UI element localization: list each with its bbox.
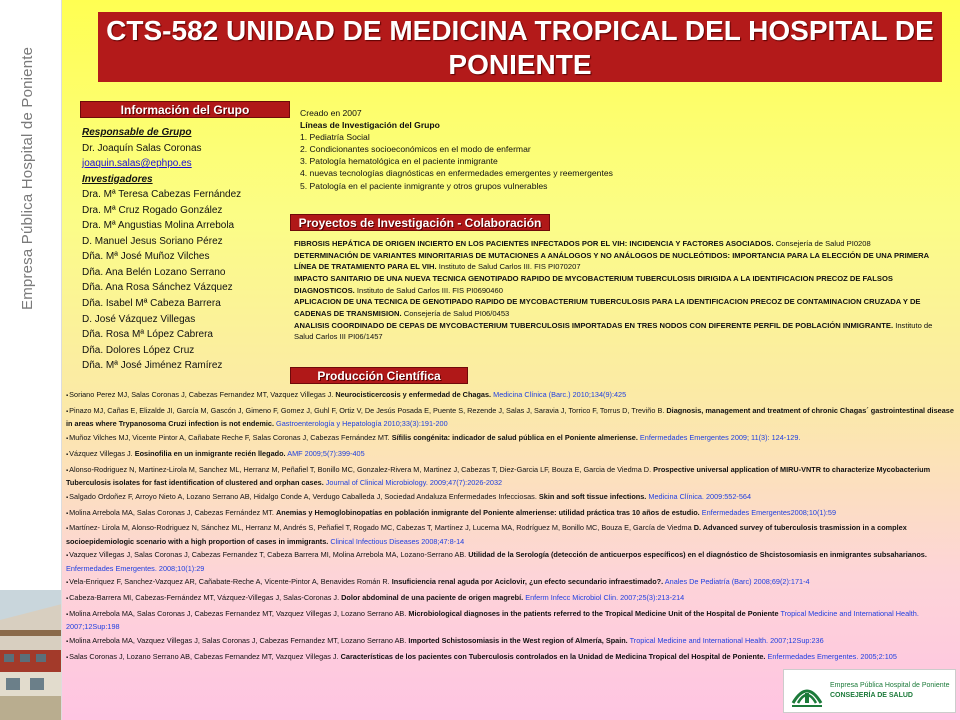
sidebar-vertical-text: Empresa Pública Hospital de Poniente: [19, 46, 36, 310]
investigador-item: Dra. Mª Angustias Molina Arrebola: [82, 220, 235, 232]
investigador-item: Dña. Mª José Jiménez Ramírez: [82, 360, 223, 372]
publication-journal: Tropical Medicine and International Health. 2007;12Sup:198: [66, 609, 919, 632]
project-funder: Instituto de Salud Carlos III PI06/1457: [294, 320, 933, 342]
investigador-item: Dña. Ana Rosa Sánchez Vázquez: [82, 282, 233, 294]
publication-item: [66, 608, 958, 632]
publication-authors: Pinazo MJ, Cañas E, Elizalde JI, García M, Gascón J, Gimeno F, Gomez J, Guhl F, Ortiz V, De Jesús Posada E, Puente S, Rezende J, Salas J, Saravia J, Torrico F, Torrus D, Treviño B.: [69, 405, 665, 415]
email-link[interactable]: joaquin.salas@ephpo.es: [82, 158, 192, 170]
responsable-name: Dr. Joaquín Salas Coronas: [82, 142, 202, 154]
publication-item: [66, 635, 958, 648]
logo-org-text: Empresa Pública Hospital de Poniente: [830, 682, 950, 689]
publication-journal: Gastroenterología y Hepatología 2010;33(3):191-200: [276, 418, 448, 428]
publication-journal: Enfermedades Emergentes. 2005;2:105: [767, 652, 897, 662]
section-header-proyectos: Proyectos de Investigación - Colaboración: [290, 214, 550, 231]
investigador-item: D. Manuel Jesus Soriano Pérez: [82, 235, 223, 247]
investigadores-label: Investigadores: [82, 173, 153, 185]
publication-journal: Clinical Infectious Diseases 2008;47:8-14: [330, 536, 465, 546]
publication-title: Sífilis congénita: indicador de salud pública en el Poniente almeriense.: [391, 432, 638, 442]
project-funder: Instituto de Salud Carlos III. FIS PI070207: [438, 262, 581, 272]
bullet-icon: ▪: [66, 580, 69, 587]
investigador-item: Dña. Ana Belén Lozano Serrano: [82, 266, 226, 278]
publication-item: [66, 405, 958, 429]
investigador-item: Dña. Dolores López Cruz: [82, 344, 195, 356]
consejeria-logo: [783, 669, 956, 713]
logo-dept-text: CONSEJERÍA DE SALUD: [830, 692, 913, 699]
section-header-grupo: Información del Grupo: [80, 101, 290, 118]
publication-item: [66, 507, 958, 520]
hospital-building-image: [0, 590, 62, 720]
publication-journal: Medicina Clínica. 2009:552-564: [648, 491, 752, 501]
bullet-icon: ▪: [66, 393, 69, 399]
project-funder: Consejería de Salud PI0208: [775, 239, 871, 248]
publication-authors: Salgado Ordoñez F, Arroyo Nieto A, Lozano Serrano AB, Hidalgo Conde A, Verdugo Caballeda J, Sociedad Andaluza Enfermedades Infecciosas.: [69, 491, 537, 501]
bullet-icon: ▪: [66, 526, 69, 533]
linea-item: 5. Patología en el paciente inmigrante y otros grupos vulnerables: [300, 180, 548, 191]
publication-journal: Enferm Infecc Microbiol Clin. 2007;25(3):213-214: [525, 593, 685, 603]
sidebar: [0, 0, 62, 720]
publication-journal: Tropical Medicine and International Health. 2007;12Sup:236: [629, 636, 824, 646]
created-year: Creado en 2007: [300, 108, 362, 118]
linea-item: 1. Pediatría Social: [300, 132, 370, 143]
publication-authors: Salas Coronas J, Lozano Serrano AB, Cabezas Fernandez MT, Vazquez Villegas J.: [69, 652, 339, 662]
publication-item: [66, 522, 958, 546]
publication-title: Neurocisticercosis y enfermedad de Chagas.: [335, 390, 492, 399]
project-title: APLICACION DE UNA TECNICA DE GENOTIPADO RAPIDO DE MYCOBACTERIUM TUBERCULOSIS PARA LA IDENTIFICACION PRECOZ DE CONTAMINACION CRUZADA Y DE CADENAS DE TRANSMISION.: [294, 297, 921, 318]
publication-item: [66, 432, 958, 445]
publication-authors: Soriano Perez MJ, Salas Coronas J, Cabezas Fernandez MT, Vazquez Villegas J.: [69, 390, 334, 399]
project-funder: Consejería de Salud PI06/0453: [403, 308, 510, 318]
publication-title: Características de los pacientes con Tuberculosis controlados en la Unidad de Medicina Tropical del Hospital de Poniente.: [340, 652, 766, 662]
publication-authors: Cabeza-Barrera MI, Cabezas-Fernández MT, Vázquez-Villegas J, Salas-Coronas J.: [69, 593, 340, 603]
investigador-item: D. José Vázquez Villegas: [82, 313, 196, 325]
bullet-icon: ▪: [66, 451, 69, 458]
project-title: DETERMINACIÓN DE VARIANTES MINORITARIAS DE MUTACIONES A ANÁLOGOS Y NO ANÁLOGOS DE NUCLEÓTIDOS: IMPORTANCIA PARA LA ELECCIÓN DE UNA PRIMERA LÍNEA DE TRATAMIENTO PARA EL VIH.: [294, 250, 929, 272]
publication-journal: AMF 2009;5(7):399-405: [287, 448, 365, 458]
publication-item: [66, 448, 958, 461]
publication-authors: Vázquez Villegas J.: [69, 448, 133, 458]
group-info: [300, 107, 820, 192]
group-members: [82, 125, 292, 374]
publication-item: [66, 592, 958, 605]
publication-title: Imported Schistosomiasis in the West region of Almería, Spain.: [408, 636, 628, 646]
project-title: FIBROSIS HEPÁTICA DE ORIGEN INCIERTO EN LOS PACIENTES INFECTADOS POR EL VIH: INCIDENCIA Y FACTORES ASOCIADOS.: [294, 239, 774, 248]
publication-title: Prospective universal application of MIRU-VNTR to characterize Mycobacterium Tuberculosis isolates for fast identification of clustered and orphan cases.: [66, 464, 931, 487]
project-title: IMPACTO SANITARIO DE UNA NUEVA TECNICA GENOTIPADO RAPIDO DE MYCOBACTERIUM TUBERCULOSIS DIRIGIDA A LA IDENTIFICACION PRECOZ DE FALSOS DIAGNOSTICOS.: [294, 273, 893, 295]
bullet-icon: ▪: [66, 639, 69, 646]
publication-item: [66, 464, 958, 488]
section-header-produccion: Producción Científica: [290, 367, 468, 384]
publication-title: D. Advanced survey of tuberculosis trasmission in a complex socioepidemiologic scenario with a high proportion of cases in immigrants.: [66, 523, 907, 546]
bullet-icon: ▪: [66, 510, 69, 517]
publication-title: Eosinofilia en un inmigrante recién llegado.: [134, 448, 286, 458]
publication-item: [66, 491, 958, 504]
lineas-list: [300, 131, 820, 191]
bullet-icon: ▪: [66, 467, 69, 474]
publication-journal: Medicina Clínica (Barc.) 2010;134(9):425: [493, 390, 627, 399]
publication-authors: Vazquez Villegas J, Salas Coronas J, Cabezas Fernandez T, Cabeza Barrera MI, Molina Arrebola MA, Lozano-Serrano AB.: [69, 550, 467, 560]
publication-authors: Vela-Enriquez F, Sanchez-Vazquez AR, Cañabate-Reche A, Vicente-Pintor A, Benavides Román R.: [69, 577, 390, 587]
publication-journal: Enfermedades Emergentes. 2008;10(1):29: [66, 563, 205, 573]
publication-journal: Enfermedades Emergentes2008;10(1):59: [701, 507, 837, 517]
publication-item: [66, 651, 958, 664]
publication-title: Utilidad de la Serología (detección de anticuerpos específicos) en el diagnóstico de Shcistosomiasis en inmigrantes subsaharianos.: [468, 550, 927, 560]
investigador-item: Dña. Isabel Mª Cabeza Barrera: [82, 298, 221, 310]
project-item: [294, 296, 934, 319]
publication-title: Skin and soft tissue infections.: [538, 491, 647, 501]
junta-andalucia-logo-icon: [788, 673, 826, 711]
investigador-item: Dra. Mª Cruz Rogado González: [82, 204, 223, 216]
bullet-icon: ▪: [66, 553, 69, 560]
project-item: [294, 273, 934, 296]
bullet-icon: ▪: [66, 408, 69, 415]
project-item: [294, 320, 934, 343]
responsable-label: Responsable de Grupo: [82, 127, 192, 138]
project-item: [294, 250, 934, 273]
publications-list: [66, 389, 958, 667]
publication-journal: Enfermedades Emergentes 2009; 11(3): 124-129.: [639, 432, 801, 442]
publication-item: [66, 576, 958, 589]
project-funder: Instituto de Salud Carlos III. FIS PI0690460: [356, 285, 503, 295]
linea-item: 3. Patología hematológica en el paciente inmigrante: [300, 156, 498, 167]
publication-title: Microbiological diagnoses in the patients referred to the Tropical Medicine Unit of the Hospital de Poniente: [408, 609, 779, 619]
project-item: [294, 238, 934, 250]
bullet-icon: ▪: [66, 655, 69, 662]
linea-item: 2. Condicionantes socioeconómicos en el modo de enfermar: [300, 144, 531, 155]
publication-title: Diagnosis, management and treatment of chronic Chagas´ gastrointestinal disease in areas where Trypanosoma Cruzi infection is not endemic.: [66, 405, 954, 428]
publication-authors: Molina Arrebola MA, Vazquez Villegas J, Salas Coronas J, Cabezas Fernandez MT, Lozano Serrano AB.: [69, 636, 407, 646]
projects-list: [294, 238, 934, 343]
publication-authors: Molina Arrebola MA, Salas Coronas J, Cabezas Fernandez MT, Vazquez Villegas J, Lozano Serrano AB.: [69, 609, 407, 619]
page-title: CTS-582 UNIDAD DE MEDICINA TROPICAL DEL HOSPITAL DE PONIENTE: [98, 12, 942, 82]
bullet-icon: ▪: [66, 596, 69, 603]
publication-item: [66, 549, 958, 573]
publication-authors: Alonso-Rodriguez N, Martinez-Lirola M, Sanchez ML, Herranz M, Peñafiel T, Bonillo MC, Gonzalez-Rivera M, Martinez J, Cabezas T, Diez-Garcia LF, Bouza E, Garcia de Viedma D.: [69, 464, 652, 474]
investigador-item: Dña. Rosa Mª López Cabrera: [82, 329, 213, 341]
publication-journal: Anales De Pediatría (Barc) 2008;69(2):171-4: [664, 577, 810, 587]
bullet-icon: ▪: [66, 612, 69, 619]
project-title: ANALISIS COORDINADO DE CEPAS DE MYCOBACTERIUM TUBERCULOSIS IMPORTADAS EN TRES NODOS CON DIFERENTE PERFIL DE POBLACIÓN INMIGRANTE.: [294, 320, 894, 330]
publication-item: [66, 389, 958, 402]
publication-authors: Muñoz Vilches MJ, Vicente Pintor A, Cañabate Reche F, Salas Coronas J, Cabezas Fernández MT.: [69, 432, 390, 442]
publication-title: Anemias y Hemoglobinopatías en población inmigrante del Poniente almeriense: utilidad práctica tras 10 años de estudio.: [275, 507, 700, 517]
bullet-icon: ▪: [66, 494, 69, 501]
investigador-item: Dra. Mª Teresa Cabezas Fernández: [82, 189, 242, 201]
publication-title: Insuficiencia renal aguda por Aciclovir, ¿un efecto secundario infraestimado?.: [391, 577, 664, 587]
publication-authors: Martínez- Lirola M, Alonso-Rodriguez N, Sánchez ML, Herranz M, Andrés S, Peñafiel T, Rogado MC, Cabezas T, Martínez J, Lucerna MA, Rodríguez M, Bonillo MC, Bouza E, García de Viedma: [69, 523, 692, 533]
publication-journal: Journal of Clinical Microbiology. 2009;47(7):2026-2032: [325, 477, 503, 487]
lineas-label: Líneas de Investigación del Grupo: [300, 120, 440, 131]
investigadores-list: [82, 187, 292, 374]
publication-title: Dolor abdominal de una paciente de origen magrebí.: [341, 593, 524, 603]
bullet-icon: ▪: [66, 435, 69, 442]
linea-item: 4. nuevas tecnologías diagnósticas en enfermedades emergentes y reemergentes: [300, 168, 613, 179]
investigador-item: Dña. Mª José Muñoz Vilches: [82, 251, 210, 263]
publication-authors: Molina Arrebola MA, Salas Coronas J, Cabezas Fernández MT.: [69, 507, 274, 517]
